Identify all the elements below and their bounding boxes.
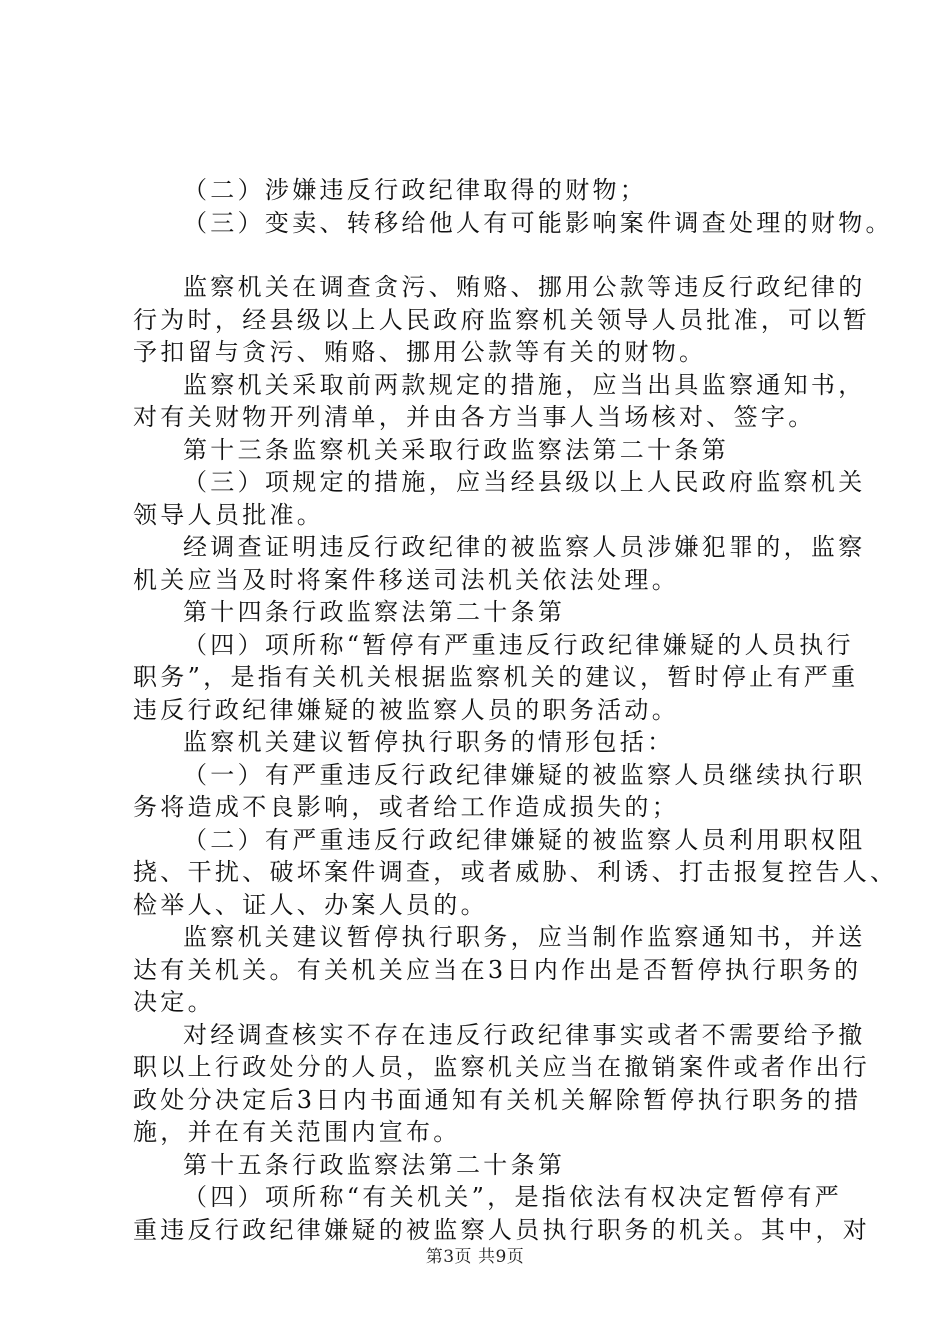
text-line: 挠、干扰、破坏案件调查，或者威胁、利诱、打击报复控告人、 [133, 858, 898, 886]
text-line: （三）项规定的措施，应当经县级以上人民政府监察机关 [183, 468, 866, 496]
text-line: 对有关财物开列清单，并由各方当事人当场核对、签字。 [133, 403, 816, 431]
text-line: （三）变卖、转移给他人有可能影响案件调查处理的财物。 [183, 208, 893, 237]
text-line: 职以上行政处分的人员，监察机关应当在撤销案件或者作出行 [133, 1053, 871, 1081]
text-line: 达有关机关。有关机关应当在3日内作出是否暂停执行职务的 [133, 955, 862, 984]
article-heading: 第十四条行政监察法第二十条第 [183, 598, 566, 626]
text-line: 重违反行政纪律嫌疑的被监察人员执行职务的机关。其中，对 [133, 1215, 871, 1244]
text-line: 政处分决定后3日内书面通知有关机关解除暂停执行职务的措 [133, 1085, 862, 1114]
text-line: 监察机关建议暂停执行职务的情形包括： [183, 728, 675, 756]
text-line: 行为时，经县级以上人民政府监察机关领导人员批准，可以暂 [133, 305, 871, 334]
text-line: 职务”，是指有关机关根据监察机关的建议，暂时停止有严重 [133, 663, 859, 691]
text-line: 监察机关建议暂停执行职务，应当制作监察通知书，并送 [183, 923, 866, 951]
text-line: 监察机关采取前两款规定的措施，应当出具监察通知书， [183, 370, 866, 399]
text-line: 务将造成不良影响，或者给工作造成损失的； [133, 793, 679, 821]
article-heading: 第十五条行政监察法第二十条第 [183, 1150, 566, 1179]
text-line: （四）项所称“有关机关”，是指依法有权决定暂停有严 [183, 1183, 843, 1211]
text-line: 决定。 [133, 988, 215, 1016]
text-line: （二）有严重违反行政纪律嫌疑的被监察人员利用职权阻 [183, 825, 866, 854]
text-line: （二）涉嫌违反行政纪律取得的财物； [183, 176, 648, 204]
text-line: 经调查证明违反行政纪律的被监察人员涉嫌犯罪的，监察 [183, 533, 866, 561]
text-line: 对经调查核实不存在违反行政纪律事实或者不需要给予撤 [183, 1020, 866, 1049]
text-line: 机关应当及时将案件移送司法机关依法处理。 [133, 565, 679, 594]
article-heading: 第十三条监察机关采取行政监察法第二十条第 [183, 435, 729, 464]
text-line: 领导人员批准。 [133, 500, 325, 529]
text-line: （四）项所称“暂停有严重违反行政纪律嫌疑的人员执行 [183, 630, 854, 659]
document-body [133, 174, 898, 1246]
page-number-footer: 第3页 共9页 [425, 1247, 525, 1267]
text-line: 检举人、证人、办案人员的。 [133, 890, 488, 919]
text-line: 监察机关在调查贪污、贿赂、挪用公款等违反行政纪律的 [183, 273, 866, 301]
text-line: 予扣留与贪污、贿赂、挪用公款等有关的财物。 [133, 338, 707, 366]
text-line: 违反行政纪律嫌疑的被监察人员的职务活动。 [133, 695, 679, 724]
text-line: （一）有严重违反行政纪律嫌疑的被监察人员继续执行职 [183, 760, 866, 789]
text-line: 施，并在有关范围内宣布。 [133, 1118, 461, 1146]
paragraph-gap [133, 239, 853, 271]
